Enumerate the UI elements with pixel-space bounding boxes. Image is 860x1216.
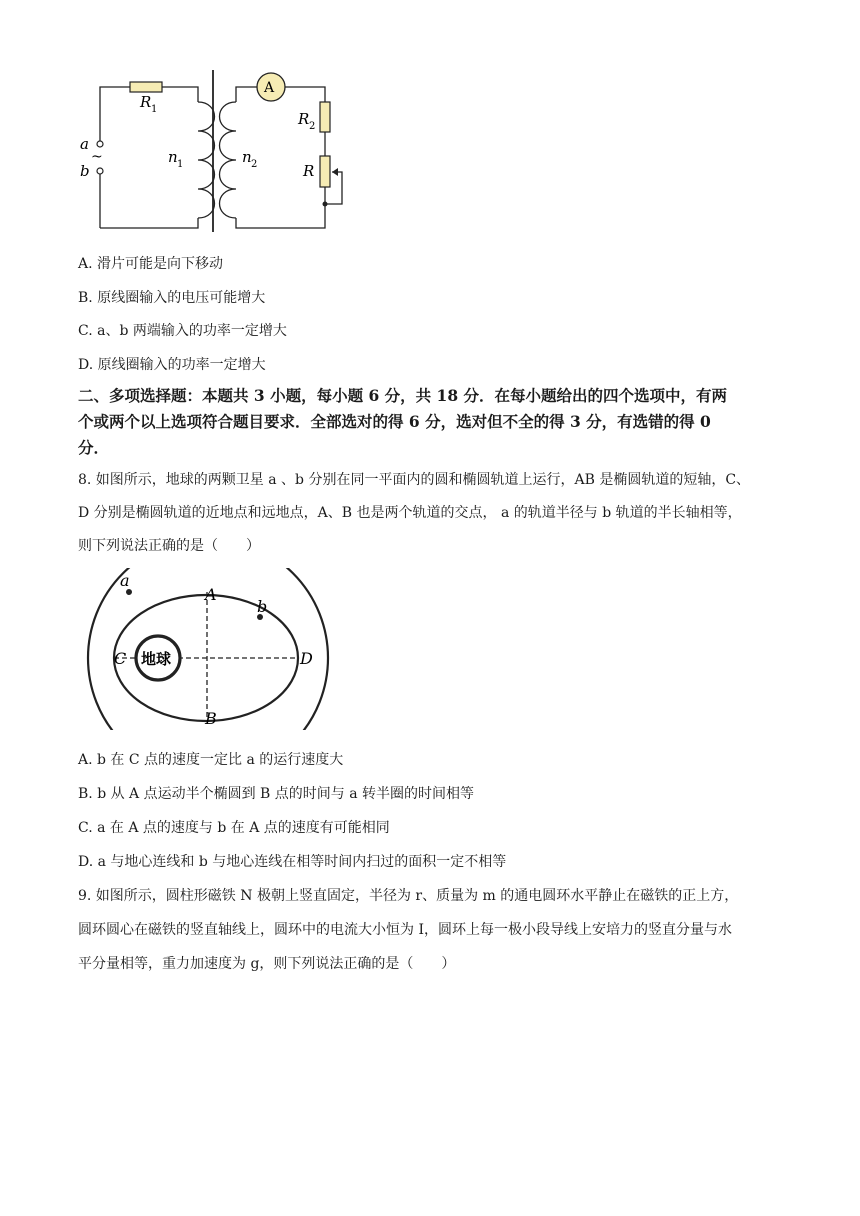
section2-line3: 分． [78,438,110,457]
q7-option-d: D. 原线圈输入的功率一定增大 [78,357,266,373]
label-n1-sub: 1 [177,159,184,170]
label-B: B [205,709,217,728]
q8-option-c: C. a 在 A 点的速度与 b 在 A 点的速度有可能相同 [78,820,390,836]
label-r: R [303,162,315,180]
orbit-figure [80,568,330,730]
label-a: a [80,135,89,153]
q8-option-b: B. b 从 A 点运动半个椭圆到 B 点的时间与 a 转半圈的时间相等 [78,786,475,802]
label-D: D [300,649,313,668]
label-r1-sub: 1 [151,104,158,115]
q8-line1: 8. 如图所示，地球的两颗卫星 a 、b 分别在同一平面内的圆和椭圆轨道上运行，AB 是椭圆轨道的短轴，C、 [78,472,751,488]
label-n2-sub: 2 [251,159,258,170]
label-n1: n [168,148,178,166]
q7-option-a: A. 滑片可能是向下移动 [78,256,224,272]
label-ammeter: A [264,80,275,96]
label-A: A [205,585,217,604]
label-earth: 地球 [141,650,172,668]
label-tilde: ~ [91,149,103,165]
label-sat-b: b [257,597,268,616]
label-b: b [80,162,90,180]
resistor-r1 [130,82,162,92]
resistor-r2 [320,102,330,132]
section2-line2: 个或两个以上选项符合题目要求．全部选对的得 6 分，选对但不全的得 3 分，有选错的得 0 [78,412,711,431]
label-r1: R [140,93,152,111]
terminal-a [97,141,103,147]
terminal-b [97,168,103,174]
q9-line1: 9. 如图所示，圆柱形磁铁 N 极朝上竖直固定，半径为 r、质量为 m 的通电圆环水平静止在磁铁的正上方， [78,888,739,904]
q8-option-d: D. a 与地心连线和 b 与地心连线在相等时间内扫过的面积一定不相等 [78,854,507,870]
label-sat-a: a [120,571,130,590]
q9-line2: 圆环圆心在磁铁的竖直轴线上，圆环中的电流大小恒为 I，圆环上每一极小段导线上安培力的竖直分量与水 [78,922,732,938]
rheostat-r [320,156,330,187]
junction-dot [323,202,328,207]
label-n2: n [242,148,252,166]
q9-line3: 平分量相等，重力加速度为 g，则下列说法正确的是（ ） [78,956,456,972]
label-C: C [114,649,127,668]
section2-line1: 二、多项选择题：本题共 3 小题，每小题 6 分，共 18 分．在每小题给出的四个选项中，有两 [78,386,728,405]
transformer-circuit-figure [70,60,370,240]
q7-option-b: B. 原线圈输入的电压可能增大 [78,290,266,306]
q7-option-c: C. a、b 两端输入的功率一定增大 [78,323,287,339]
rheostat-slider-arrow [332,168,338,176]
label-r2-sub: 2 [309,121,316,132]
q8-option-a: A. b 在 C 点的速度一定比 a 的运行速度大 [78,752,344,768]
q8-line3: 则下列说法正确的是（ ） [78,538,260,554]
q8-line2: D 分别是椭圆轨道的近地点和远地点，A、B 也是两个轨道的交点， a 的轨道半径与 b 轨道的半长轴相等， [78,505,742,521]
label-r2: R [298,110,310,128]
